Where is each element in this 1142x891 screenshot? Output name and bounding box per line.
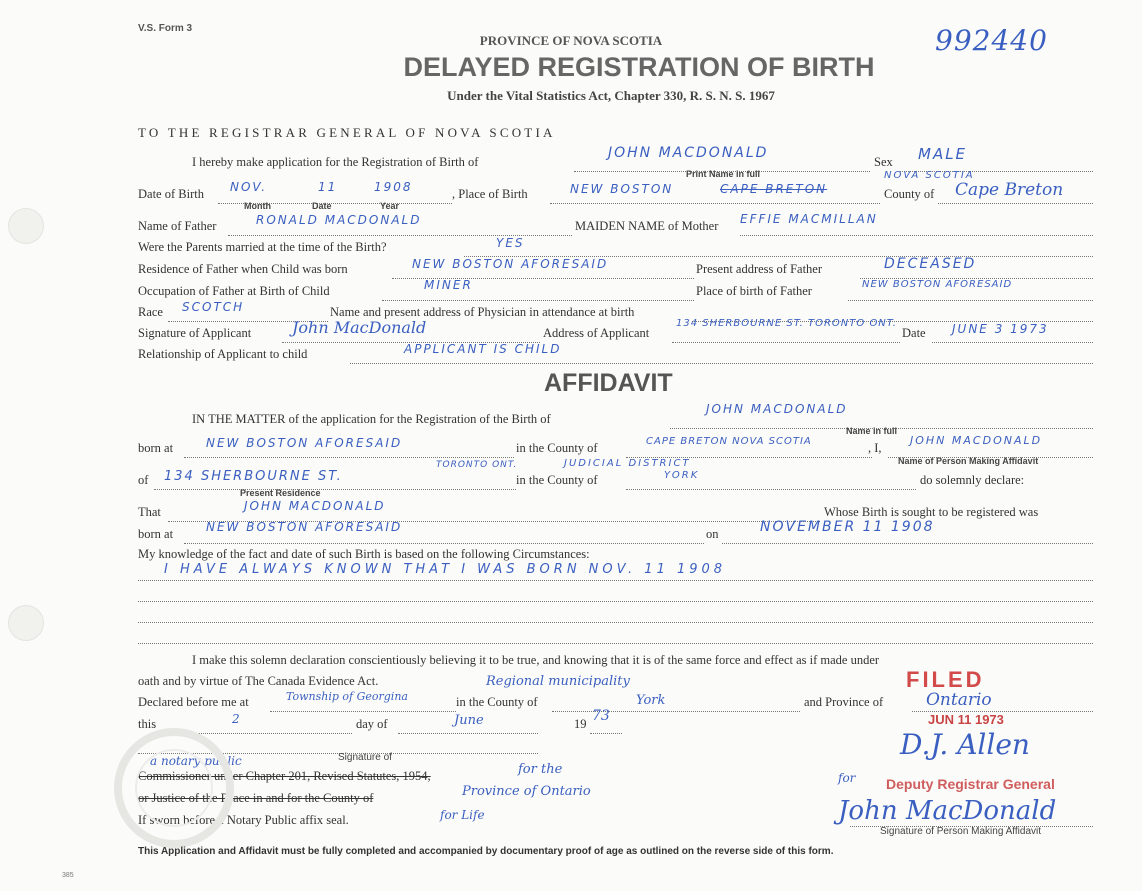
county-label: County of [884, 187, 935, 201]
justice-text: or Justice of the Peace in and for the County of [138, 791, 374, 805]
form-subtitle: Under the Vital Statistics Act, Chapter 330, R. S. N. S. 1967 [447, 88, 775, 103]
affiant-value: JOHN MACDONALD [910, 434, 1043, 447]
this-value: 2 [232, 712, 240, 726]
on-value: NOVEMBER 11 1908 [760, 519, 935, 535]
sex-label: Sex [874, 155, 893, 169]
father-birthplace-value: NEW BOSTON AFORESAID [862, 279, 1013, 290]
father-label: Name of Father [138, 219, 217, 233]
born-county-value: CAPE BRETON NOVA SCOTIA [646, 436, 812, 447]
present-father-label: Present address of Father [696, 262, 823, 276]
race-value: SCOTCH [182, 300, 245, 314]
address-value: 134 SHERBOURNE ST. TORONTO ONT. [676, 318, 897, 329]
regional-note: Regional municipality [486, 674, 630, 689]
relationship-label: Relationship of Applicant to child [138, 347, 308, 361]
declare-label: do solemnly declare: [920, 473, 1025, 487]
filed-stamp: FILED [906, 667, 985, 692]
married-value: YES [496, 236, 525, 250]
born-at-value: NEW BOSTON AFORESAID [206, 436, 403, 450]
for-life-note: for Life [440, 808, 485, 822]
dob-month-value: NOV. [230, 180, 268, 194]
pob-extra-value: NOVA SCOTIA [884, 170, 975, 181]
maiden-label: MAIDEN NAME of Mother [575, 219, 719, 233]
present-residence-caption: Present Residence [240, 488, 321, 498]
born-at-label: born at [138, 441, 174, 455]
dob-label: Date of Birth [138, 187, 204, 201]
notary-seal [104, 728, 244, 848]
dob-year-value: 1908 [374, 180, 413, 194]
county2-value: YORK [664, 470, 700, 481]
footer-note: This Application and Affidavit must be fully completed and accompanied by documentary proof of age as outlined on the reverse side of this form. [138, 846, 834, 857]
for-the-note: for the [518, 762, 563, 777]
province-heading: PROVINCE OF NOVA SCOTIA [479, 33, 663, 48]
print-name-caption: Print Name in full [686, 169, 761, 179]
application-intro: I hereby make application for the Registration of Birth of [192, 155, 479, 169]
i-label: , I, [868, 441, 882, 455]
sex-value: MALE [918, 145, 968, 163]
declared-county-label: in the County of [456, 695, 538, 709]
born-at2-label: born at [138, 527, 174, 541]
deputy-registrar-stamp: Deputy Registrar General [886, 776, 1055, 792]
occupation-value: MINER [424, 278, 473, 292]
applicant-name-value: JOHN MACDONALD [608, 145, 769, 161]
signature-of-caption: Signature of [338, 752, 392, 763]
filed-date: JUN 11 1973 [928, 712, 1004, 727]
occupation-label: Occupation of Father at Birth of Child [138, 284, 330, 298]
maiden-value: EFFIE MACMILLAN [740, 212, 878, 226]
res-father-value: NEW BOSTON AFORESAID [412, 257, 609, 271]
registration-number: 992440 [935, 24, 1048, 57]
present-father-value: DECEASED [884, 256, 977, 272]
year-caption: Year [380, 201, 400, 211]
physician-label: Name and present address of Physician in attendance at birth [330, 305, 635, 319]
res-father-label: Residence of Father when Child was born [138, 262, 348, 276]
person-signature-caption: Signature of Person Making Affidavit [880, 826, 1042, 837]
of-value-city: TORONTO ONT. [436, 460, 518, 470]
on-label: on [706, 527, 719, 541]
page-number: 385 [62, 872, 74, 879]
married-label: Were the Parents married at the time of the Birth? [138, 240, 387, 254]
pob-struck-value: CAPE BRETON [720, 182, 828, 196]
affiant-caption: Name of Person Making Affidavit [898, 456, 1039, 466]
dob-date-value: 11 [318, 180, 338, 194]
form-title: DELAYED REGISTRATION OF BIRTH [403, 52, 875, 82]
punch-hole-bottom [8, 605, 44, 641]
signature-label: Signature of Applicant [138, 326, 252, 340]
province-of-label: and Province of [804, 695, 884, 709]
pob-value: NEW BOSTON [570, 182, 674, 196]
notary-note: a notary public [150, 754, 242, 768]
address-label: Address of Applicant [543, 326, 650, 340]
oath-text: oath and by virtue of The Canada Evidence Act. [138, 674, 379, 688]
official-signature: D.J. Allen [900, 728, 1030, 761]
province-of-value: Ontario [926, 690, 992, 710]
county-value: Cape Breton [955, 180, 1064, 200]
that-value: JOHN MACDONALD [244, 499, 386, 513]
of-label: of [138, 473, 149, 487]
affidavit-heading: AFFIDAVIT [544, 369, 673, 397]
name-in-full-caption: Name in full [846, 426, 898, 436]
year-value: 73 [592, 708, 610, 724]
commissioner-text: Commissioner under Chapter 201, Revised Statutes, 1954, [138, 769, 431, 783]
circumstance-value: I HAVE ALWAYS KNOWN THAT I WAS BORN NOV. 11 1908 [164, 562, 727, 577]
judicial-note: JUDICIAL DISTRICT [564, 458, 691, 469]
of-value: 134 SHERBOURNE ST. [164, 469, 343, 484]
relationship-value: APPLICANT IS CHILD [404, 342, 562, 356]
race-label: Race [138, 305, 163, 319]
knowledge-label: My knowledge of the fact and date of such Birth is based on the following Circumstances: [138, 547, 590, 561]
date-value: JUNE 3 1973 [952, 322, 1049, 336]
pob-label: , Place of Birth [452, 187, 528, 201]
sworn-text: If sworn before a Notary Public affix seal. [138, 813, 349, 827]
year-prefix: 19 [574, 717, 587, 731]
declared-label: Declared before me at [138, 695, 249, 709]
month-value: June [454, 713, 484, 728]
declared-county-value: York [636, 693, 666, 708]
form-code: V.S. Form 3 [138, 23, 193, 34]
solemn-text: I make this solemn declaration conscientiously believing it to be true, and knowing that it is of the same force and effect as if made under [192, 653, 880, 667]
for-prefix: for [838, 771, 856, 785]
matter-value: JOHN MACDONALD [706, 402, 848, 416]
father-value: RONALD MACDONALD [256, 213, 422, 227]
county-of-label: in the County of [516, 441, 598, 455]
declared-value: Township of Georgina [286, 690, 408, 703]
whose-label: Whose Birth is sought to be registered was [824, 505, 1039, 519]
date-caption: Date [312, 201, 332, 211]
province-of-ontario-note: Province of Ontario [462, 784, 591, 799]
this-label: this [138, 717, 157, 731]
born-at2-value: NEW BOSTON AFORESAID [206, 520, 403, 534]
matter-text: IN THE MATTER of the application for the Registration of the Birth of [192, 412, 551, 426]
father-birthplace-label: Place of birth of Father [696, 284, 812, 298]
county2-label: in the County of [516, 473, 598, 487]
month-caption: Month [244, 201, 271, 211]
to-registrar-line: TO THE REGISTRAR GENERAL OF NOVA SCOTIA [138, 125, 556, 140]
day-of-label: day of [356, 717, 388, 731]
person-signature: John MacDonald [838, 796, 1057, 826]
that-label: That [138, 505, 161, 519]
applicant-signature: John MacDonald [292, 318, 427, 337]
date-label: Date [902, 326, 926, 340]
punch-hole-top [8, 208, 44, 244]
